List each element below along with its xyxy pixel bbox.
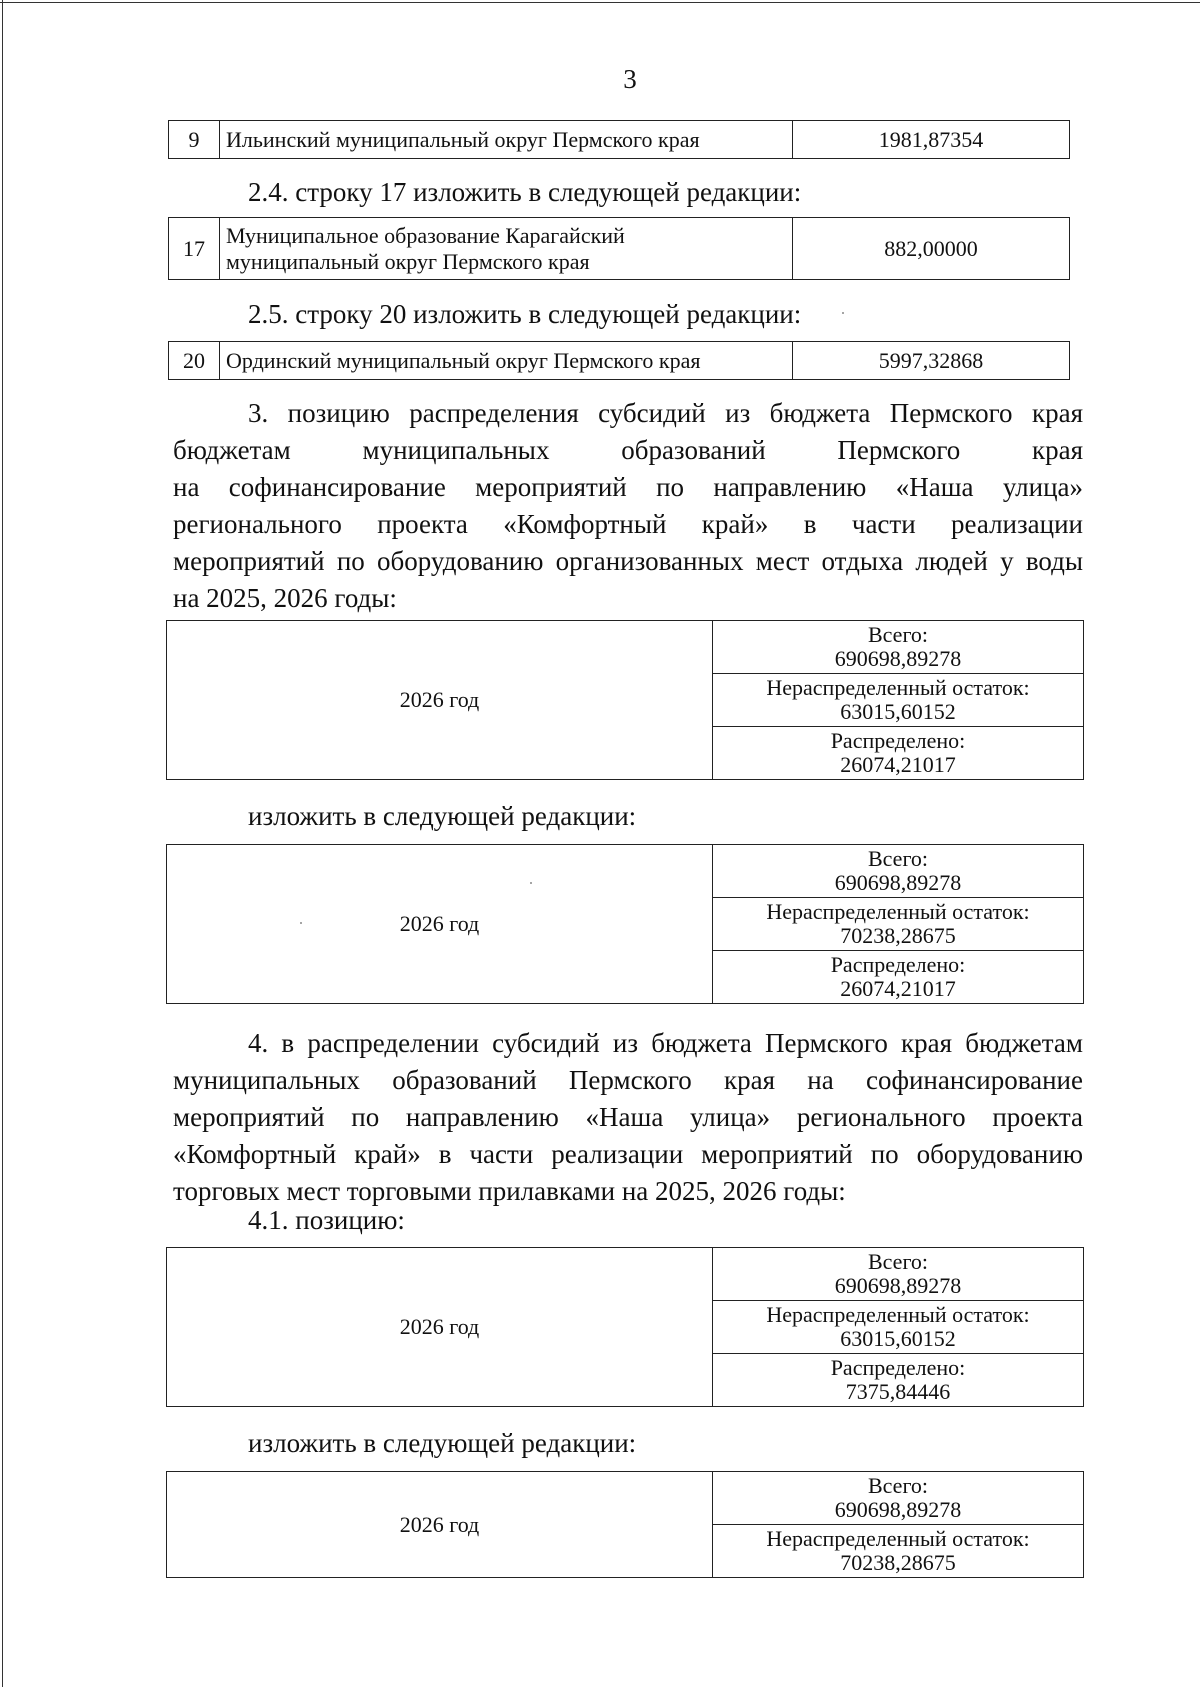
table-row-17 (168, 217, 1070, 280)
subsidy-amount: 1981,87354 (793, 121, 1070, 159)
p3-line-2: бюджетам муниципальных образований Пермского края (173, 435, 1083, 465)
paragraph-2-5: 2.5. строку 20 изложить в следующей редакции: (248, 299, 802, 329)
paragraph-2-4: 2.4. строку 17 изложить в следующей редакции: (248, 177, 802, 207)
scan-speck (300, 922, 302, 924)
p4-line-3: мероприятий по направлению «Наша улица» регионального проекта (173, 1102, 1083, 1132)
p4-line-2: муниципальных образований Пермского края на софинансирование (173, 1065, 1083, 1095)
year-cell: 2026 год (167, 621, 713, 780)
p4-line-5: торговых мест торговыми прилавками на 2025, 2026 годы: (173, 1176, 846, 1206)
distributed-cell: Распределено: 26074,21017 (713, 727, 1084, 780)
row-number: 20 (169, 342, 220, 380)
row-number: 9 (169, 121, 220, 159)
municipality-name (220, 218, 793, 280)
table-row-9 (168, 120, 1070, 159)
scan-speck (530, 882, 532, 884)
page-number: 3 (623, 64, 637, 94)
position-table-4-1-new (166, 1471, 1084, 1578)
paragraph-4-1: 4.1. позицию: (248, 1205, 405, 1235)
scan-speck (842, 312, 844, 314)
undistributed-cell: Нераспределенный остаток: 70238,28675 (713, 1525, 1084, 1578)
distributed-cell: Распределено: 7375,84446 (713, 1354, 1084, 1407)
p3-line-4: регионального проекта «Комфортный край» в части реализации (173, 509, 1083, 539)
total-cell: Всего: 690698,89278 (713, 621, 1084, 674)
position-table-original (166, 620, 1084, 780)
p3-line-5: мероприятий по оборудованию организованных мест отдыха людей у воды (173, 546, 1083, 576)
paragraph-3 (173, 395, 1083, 617)
table-row-20 (168, 341, 1070, 380)
p4-line-1: 4. в распределении субсидий из бюджета Пермского края бюджетам (248, 1028, 1083, 1058)
municipality-name: Ординский муниципальный округ Пермского края (220, 342, 793, 380)
p3-line-6: на 2025, 2026 годы: (173, 583, 397, 613)
undistributed-cell: Нераспределенный остаток: 63015,60152 (713, 674, 1084, 727)
new-edition-label-1: изложить в следующей редакции: (248, 801, 637, 831)
subsidy-amount: 882,00000 (793, 218, 1070, 280)
year-cell: 2026 год (167, 1472, 713, 1578)
subsidy-amount: 5997,32868 (793, 342, 1070, 380)
distributed-cell: Распределено: 26074,21017 (713, 951, 1084, 1004)
scan-edge-left (2, 0, 3, 1687)
undistributed-cell: Нераспределенный остаток: 63015,60152 (713, 1301, 1084, 1354)
paragraph-4 (173, 1025, 1083, 1210)
total-cell: Всего: 690698,89278 (713, 845, 1084, 898)
name-line-2: муниципальный округ Пермского края (226, 248, 590, 274)
total-cell: Всего: 690698,89278 (713, 1472, 1084, 1525)
scan-edge-top (0, 2, 1200, 3)
undistributed-cell: Нераспределенный остаток: 70238,28675 (713, 898, 1084, 951)
municipality-name: Ильинский муниципальный округ Пермского края (220, 121, 793, 159)
name-line-1: Муниципальное образование Карагайский (226, 222, 625, 248)
position-table-4-1-original (166, 1247, 1084, 1407)
year-cell: 2026 год (167, 1248, 713, 1407)
p3-line-1: 3. позицию распределения субсидий из бюджета Пермского края (248, 398, 1083, 428)
row-number: 17 (169, 218, 220, 280)
p3-line-3: на софинансирование мероприятий по направлению «Наша улица» (173, 472, 1083, 502)
total-cell: Всего: 690698,89278 (713, 1248, 1084, 1301)
new-edition-label-2: изложить в следующей редакции: (248, 1428, 637, 1458)
p4-line-4: «Комфортный край» в части реализации мероприятий по оборудованию (173, 1139, 1083, 1169)
position-table-new (166, 844, 1084, 1004)
year-cell: 2026 год (167, 845, 713, 1004)
